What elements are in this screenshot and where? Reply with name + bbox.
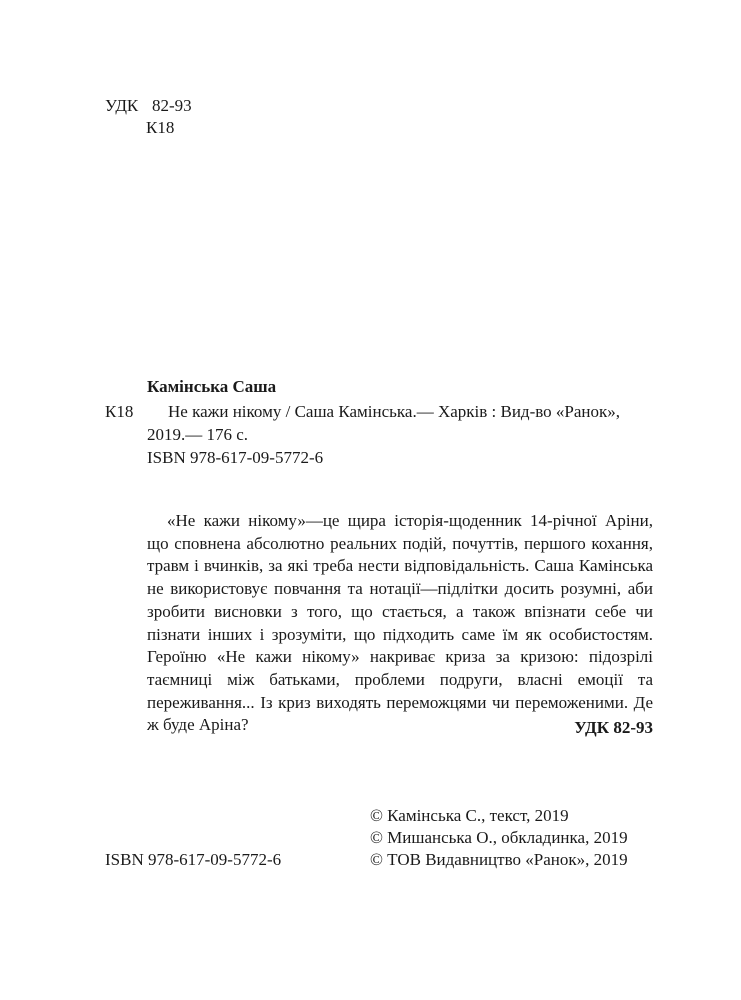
record-title-line2: 2019.— 176 с.: [147, 425, 249, 444]
udk-top-label: УДК: [105, 96, 139, 115]
isbn-bottom: ISBN 978-617-09-5772-6: [105, 850, 282, 869]
annotation-text: «Не кажи нікому»—це щира історія-щоденник 14-річної Аріни, що сповнена абсолютно реальних подій, почуттів, першого кохання, травм і вчинків, за які треба нести відповідальність. Саша Камінська не використовує повчання та нотації—підлітки досить розумні, аби зробити висновки з того, що стається, а також впізнати себе чи пізнати інших і зрозуміти, що підходить саме їм як особистостям. Героїню «Не кажи нікому» накриває криза за кризою: підозрілі таємниці між батьками, проблеми подруги, власні емоції та переживання... Із криз виходять переможцями чи переможеними. Де ж буде Аріна?: [147, 511, 653, 735]
record-isbn: ISBN 978-617-09-5772-6: [147, 448, 324, 467]
record-title-line1: Не кажи нікому / Саша Камінська.— Харків : Вид-во «Ранок»,: [168, 402, 621, 421]
record-author: Камінська Саша: [147, 377, 277, 396]
copyright-line: © Мишанська О., обкладинка, 2019: [370, 828, 628, 847]
copyright-line: © Камінська С., текст, 2019: [370, 806, 569, 825]
annotation-paragraph: [147, 510, 653, 737]
record-sign: К18: [105, 402, 134, 421]
udk-bottom: УДК 82-93: [574, 718, 653, 737]
udk-top-code: 82-93: [152, 96, 192, 115]
copyright-line: © ТОВ Видавництво «Ранок», 2019: [370, 850, 628, 869]
author-sign-top: К18: [146, 118, 175, 137]
